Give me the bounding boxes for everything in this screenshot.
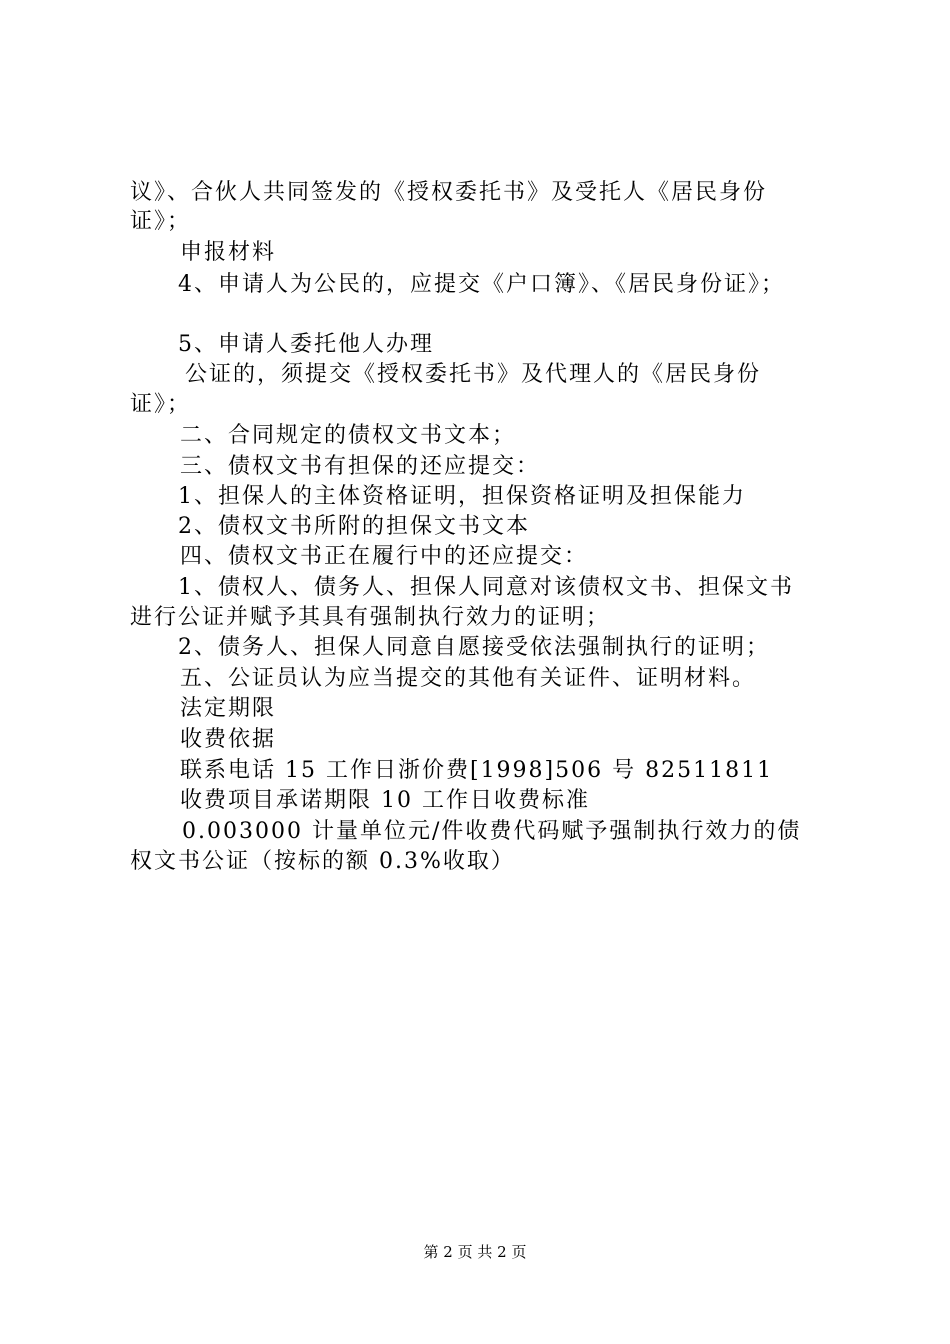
page-number-footer: 第 2 页 共 2 页: [423, 1243, 527, 1261]
text-line: 收费项目承诺期限 10 工作日收费标准: [180, 788, 590, 813]
text-line: 法定期限: [180, 696, 277, 721]
text-line: 五、公证员认为应当提交的其他有关证件、证明材料。: [180, 666, 757, 691]
text-line: 申报材料: [180, 240, 277, 265]
text-line: 2、债务人、担保人同意自愿接受依法强制执行的证明；: [178, 635, 770, 660]
text-line: 1、担保人的主体资格证明，担保资格证明及担保能力: [178, 484, 746, 509]
text-line: 1、债权人、债务人、担保人同意对该债权文书、担保文书: [178, 575, 794, 600]
text-line: 议》、合伙人共同签发的《授权委托书》及受托人《居民身份: [130, 180, 768, 205]
text-line: 公证的，须提交《授权委托书》及代理人的《居民身份: [185, 362, 762, 387]
text-line: 二、合同规定的债权文书文本；: [180, 423, 517, 448]
text-line: 四、债权文书正在履行中的还应提交：: [180, 544, 589, 569]
text-line: 联系电话 15 工作日浙价费[1998]506 号 82511811: [180, 758, 774, 783]
text-line: 证》；: [130, 209, 192, 234]
text-line: 2、债权文书所附的担保文书文本: [178, 514, 530, 539]
text-line: 0.003000 计量单位元/件收费代码赋予强制执行效力的债: [182, 819, 802, 844]
text-line: 4、申请人为公民的，应提交《户口簿》、《居民身份证》；: [178, 272, 785, 297]
text-line: 权文书公证（按标的额 0.3%收取）: [130, 849, 515, 874]
text-line: 收费依据: [180, 727, 277, 752]
text-line: 5、申请人委托他人办理: [178, 332, 434, 357]
text-line: 进行公证并赋予其具有强制执行效力的证明；: [130, 605, 611, 630]
text-line: 证》；: [130, 392, 192, 417]
text-line: 三、债权文书有担保的还应提交：: [180, 454, 541, 479]
